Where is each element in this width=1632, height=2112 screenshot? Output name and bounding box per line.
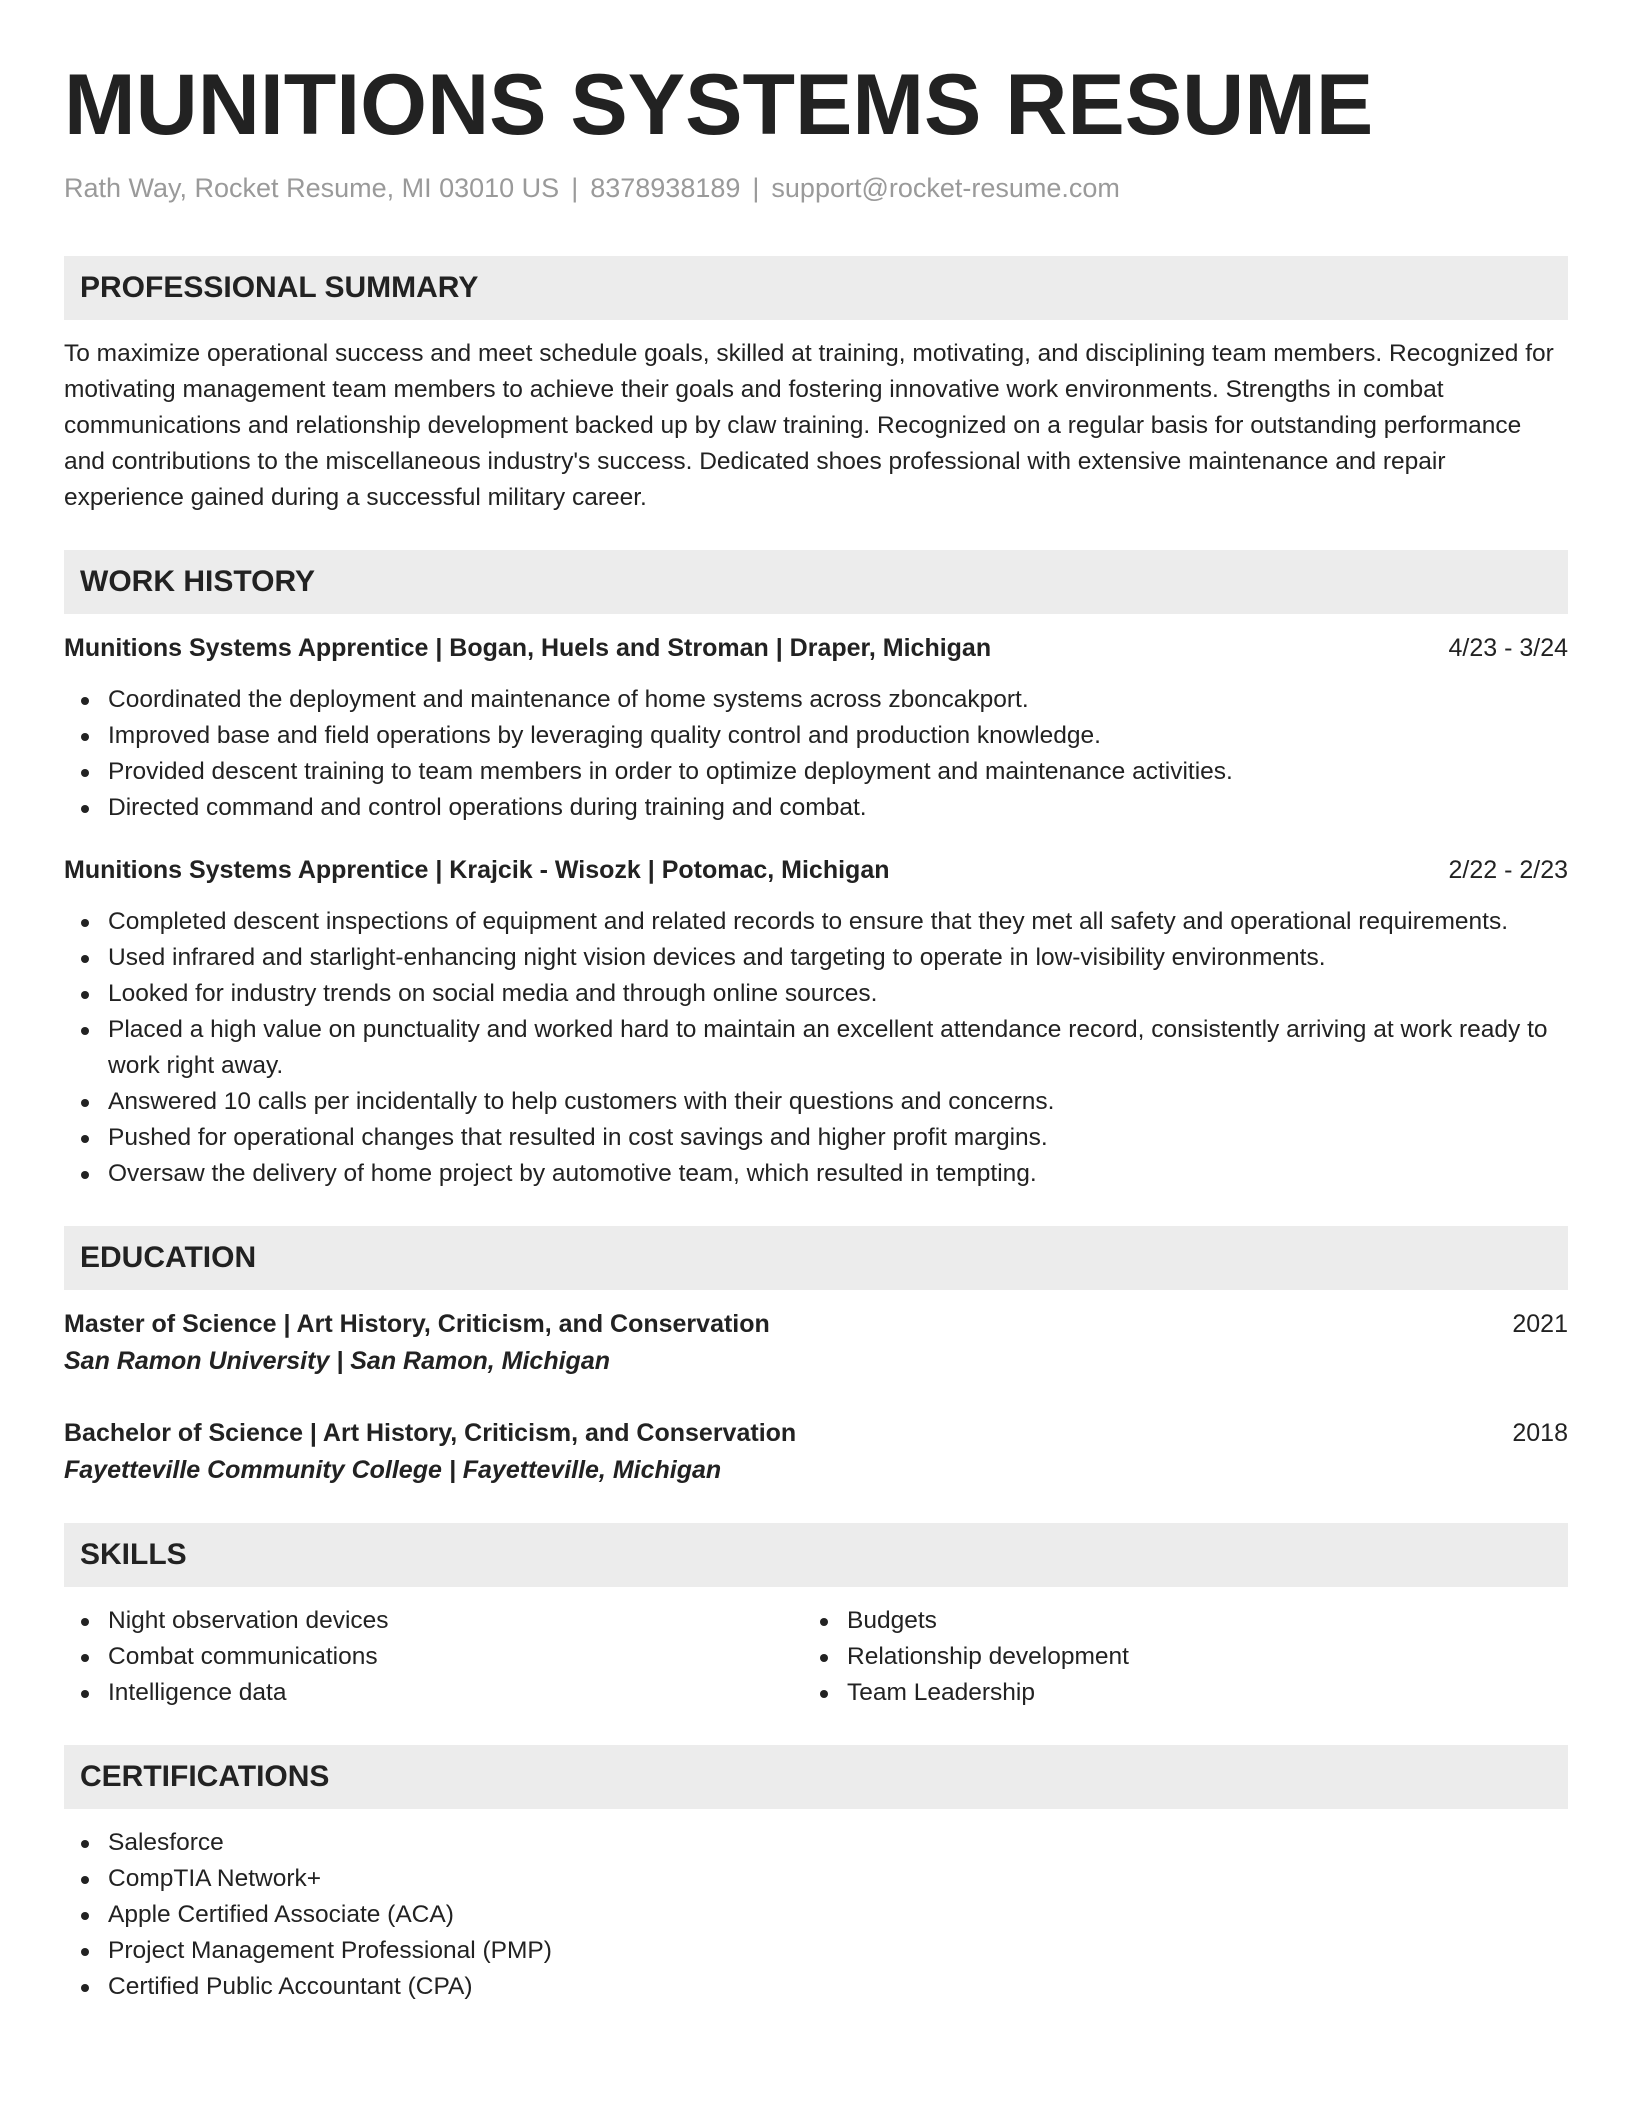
list-item: Apple Certified Associate (ACA) <box>108 1897 1568 1933</box>
skills-column-right <box>803 1603 1542 1711</box>
job-title: Munitions Systems Apprentice | Krajcik - Wisozk | Potomac, Michigan <box>64 856 890 884</box>
list-item: Pushed for operational changes that resulted in cost savings and higher profit margins. <box>108 1120 1568 1156</box>
list-item: Used infrared and starlight-enhancing night vision devices and targeting to operate in low-visibility environments. <box>108 940 1568 976</box>
contact-line <box>64 170 1568 206</box>
job-dates: 2/22 - 2/23 <box>1448 856 1568 884</box>
section-header-skills: SKILLS <box>64 1523 1568 1587</box>
job-header <box>64 852 1568 888</box>
list-item: Relationship development <box>847 1639 1542 1675</box>
list-item: Placed a high value on punctuality and worked hard to maintain an excellent attendance record, consistently arriving at work ready to work right away. <box>108 1012 1568 1084</box>
job-dates: 4/23 - 3/24 <box>1448 634 1568 662</box>
job-bullets <box>64 904 1568 1192</box>
contact-address: Rath Way, Rocket Resume, MI 03010 US <box>64 173 560 203</box>
list-item: Improved base and field operations by leveraging quality control and production knowledge. <box>108 718 1568 754</box>
list-item: Answered 10 calls per incidentally to help customers with their questions and concerns. <box>108 1084 1568 1120</box>
contact-separator: | <box>752 173 760 203</box>
skills-list <box>64 1603 803 1711</box>
education-entry <box>64 1306 1568 1380</box>
education-entry <box>64 1415 1568 1489</box>
list-item: Looked for industry trends on social media and through online sources. <box>108 976 1568 1012</box>
list-item: Team Leadership <box>847 1675 1542 1711</box>
job-entry <box>64 852 1568 1192</box>
list-item: Combat communications <box>108 1639 803 1675</box>
education-header <box>64 1306 1568 1342</box>
list-item: Completed descent inspections of equipment and related records to ensure that they met all safety and operational requirements. <box>108 904 1568 940</box>
skills-column-left <box>64 1603 803 1711</box>
section-header-summary: PROFESSIONAL SUMMARY <box>64 256 1568 320</box>
education-header <box>64 1415 1568 1451</box>
education-degree: Bachelor of Science | Art History, Criticism, and Conservation <box>64 1419 797 1447</box>
skills-grid <box>64 1603 1568 1711</box>
education-school: Fayetteville Community College | Fayetteville, Michigan <box>64 1456 722 1484</box>
education-year: 2021 <box>1512 1310 1568 1338</box>
skills-list <box>803 1603 1542 1711</box>
list-item: CompTIA Network+ <box>108 1861 1568 1897</box>
contact-separator: | <box>571 173 579 203</box>
list-item: Directed command and control operations during training and combat. <box>108 790 1568 826</box>
list-item: Budgets <box>847 1603 1542 1639</box>
education-year: 2018 <box>1512 1419 1568 1447</box>
summary-text: To maximize operational success and meet schedule goals, skilled at training, motivating, and disciplining team members. Recognized for motivating management team members to achieve their goals and fostering innovative work environments. Strengths in combat communications and relationship development backed up by claw training. Recognized on a regular basis for outstanding performance and contributions to the miscellaneous industry's success. Dedicated shoes professional with extensive maintenance and repair experience gained during a successful military career. <box>64 340 1554 511</box>
job-entry <box>64 630 1568 826</box>
section-header-certifications: CERTIFICATIONS <box>64 1745 1568 1809</box>
contact-phone: 8378938189 <box>590 173 741 203</box>
list-item: Salesforce <box>108 1825 1568 1861</box>
job-header <box>64 630 1568 666</box>
list-item: Oversaw the delivery of home project by automotive team, which resulted in tempting. <box>108 1156 1568 1192</box>
list-item: Intelligence data <box>108 1675 803 1711</box>
section-header-work-history: WORK HISTORY <box>64 550 1568 614</box>
list-item: Certified Public Accountant (CPA) <box>108 1969 1568 2005</box>
job-bullets <box>64 682 1568 826</box>
list-item: Project Management Professional (PMP) <box>108 1933 1568 1969</box>
certifications-list <box>64 1825 1568 2005</box>
list-item: Night observation devices <box>108 1603 803 1639</box>
section-header-education: EDUCATION <box>64 1226 1568 1290</box>
education-degree: Master of Science | Art History, Criticism, and Conservation <box>64 1310 770 1338</box>
list-item: Provided descent training to team members in order to optimize deployment and maintenance activities. <box>108 754 1568 790</box>
list-item: Coordinated the deployment and maintenance of home systems across zboncakport. <box>108 682 1568 718</box>
contact-email: support@rocket-resume.com <box>771 173 1120 203</box>
job-title: Munitions Systems Apprentice | Bogan, Huels and Stroman | Draper, Michigan <box>64 634 992 662</box>
resume-title: MUNITIONS SYSTEMS RESUME <box>64 57 1374 153</box>
education-school: San Ramon University | San Ramon, Michigan <box>64 1347 610 1375</box>
